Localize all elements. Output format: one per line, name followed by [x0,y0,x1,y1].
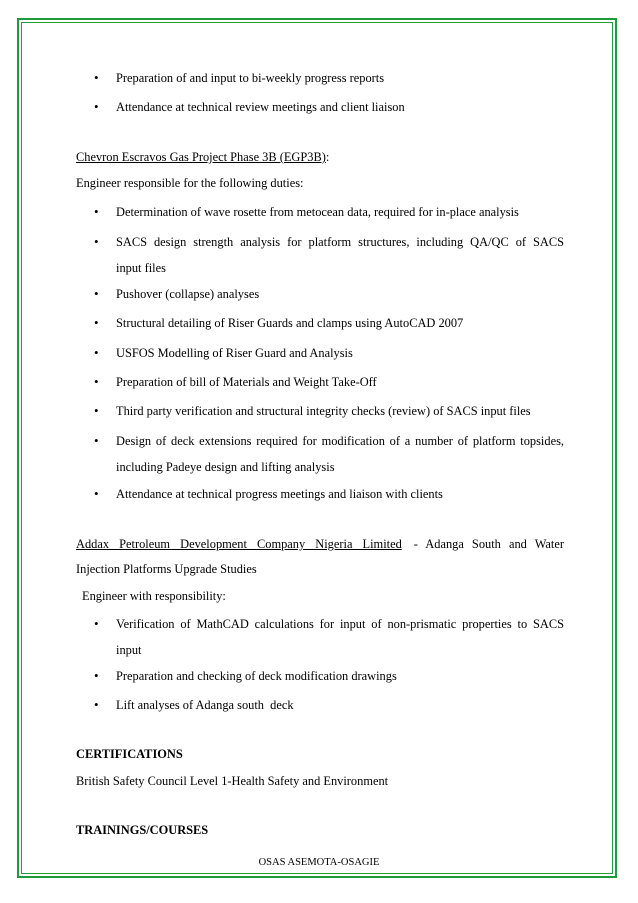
certification-item: British Safety Council Level 1-Health Safety and Environment [76,774,389,788]
bullet-text: Pushover (collapse) analyses [116,287,260,301]
bullet-text: input [116,643,142,657]
section-heading-trainings: TRAININGS/COURSES [76,823,209,837]
section-heading-certifications: CERTIFICATIONS [76,747,183,761]
project-heading-egp3b: Chevron Escravos Gas Project Phase 3B (EGP3B): [76,150,330,164]
project-intro: Engineer responsible for the following duties: [76,176,304,190]
bullet-text: input files [116,261,166,275]
bullet-text: SACS design strength analysis for platform structures, including QA/QC of SACS [116,235,564,249]
bullet-icon: • [94,697,99,712]
bullet-icon: • [94,374,99,389]
bullet-text: Third party verification and structural integrity checks (review) of SACS input files [116,404,531,418]
bullet-icon: • [94,345,99,360]
page-footer: OSAS ASEMOTA-OSAGIE [258,857,380,868]
bullet-text: Lift analyses of Adanga south deck [116,698,294,712]
bullet-icon: • [94,486,99,501]
project-heading-addax-line2: Injection Platforms Upgrade Studies [76,562,257,576]
bullet-icon: • [94,433,99,448]
bullet-text: Design of deck extensions required for modification of a number of platform topsides, [116,434,564,448]
bullet-text: Verification of MathCAD calculations for input of non-prismatic properties to SACS [116,617,564,631]
bullet-text: Attendance at technical review meetings and client liaison [116,100,405,114]
bullet-icon: • [94,70,99,85]
bullet-icon: • [94,403,99,418]
project-intro: Engineer with responsibility: [82,589,226,603]
bullet-text: USFOS Modelling of Riser Guard and Analysis [116,346,353,360]
bullet-text: Preparation of bill of Materials and Weight Take-Off [116,375,377,389]
bullet-text: Preparation of and input to bi-weekly progress reports [116,71,385,85]
project-heading-addax: Addax Petroleum Development Company Nigeria Limited - Adanga South and Water [76,537,564,551]
bullet-text: Attendance at technical progress meetings and liaison with clients [116,487,443,501]
bullet-text: Preparation and checking of deck modification drawings [116,669,397,683]
bullet-text: Determination of wave rosette from metocean data, required for in-place analysis [116,205,519,219]
bullet-icon: • [94,616,99,631]
bullet-icon: • [94,99,99,114]
bullet-icon: • [94,204,99,219]
bullet-text: Structural detailing of Riser Guards and clamps using AutoCAD 2007 [116,316,464,330]
bullet-icon: • [94,315,99,330]
bullet-text: including Padeye design and lifting analysis [116,460,335,474]
bullet-icon: • [94,234,99,249]
bullet-icon: • [94,668,99,683]
bullet-icon: • [94,286,99,301]
